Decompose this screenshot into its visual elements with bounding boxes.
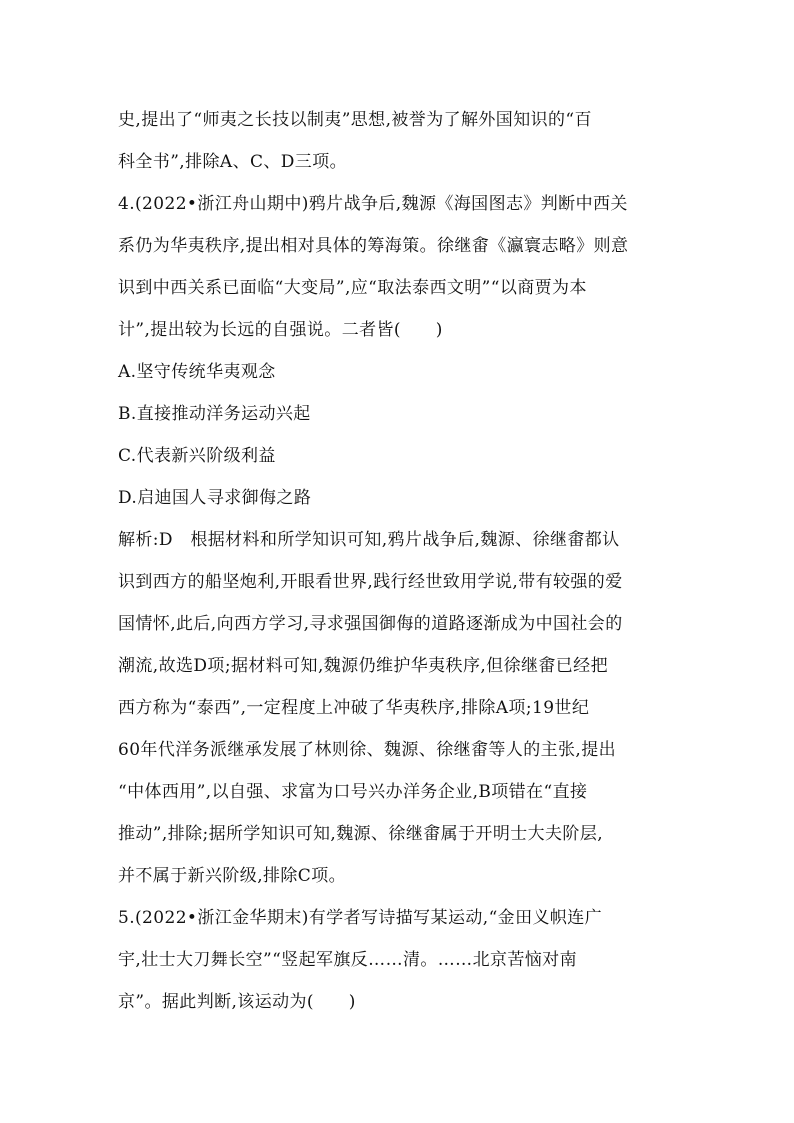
option-a: A.坚守传统华夷观念 (118, 362, 276, 382)
text-line: 京”。据此判断,该运动为( ) (118, 992, 356, 1012)
option-b: B.直接推动洋务运动兴起 (118, 404, 311, 424)
text-line: 潮流,故选D项;据材料可知,魏源仍维护华夷秩序,但徐继畬已经把 (118, 656, 608, 676)
text-line: “中体西用”,以自强、求富为口号兴办洋务企业,B项错在“直接 (118, 782, 588, 802)
text-line: 系仍为华夷秩序,提出相对具体的筹海策。徐继畬《瀛寰志略》则意 (118, 236, 629, 256)
text-line: 识到西方的船坚炮利,开眼看世界,践行经世致用学说,带有较强的爱 (118, 572, 623, 592)
text-line: 西方称为“泰西”,一定程度上冲破了华夷秩序,排除A项;19世纪 (118, 698, 590, 718)
question-4-stem: 4.(2022•浙江舟山期中)鸦片战争后,魏源《海国图志》判断中西关 (118, 194, 628, 214)
option-c: C.代表新兴阶级利益 (118, 446, 276, 466)
text-line: 识到中西关系已面临“大变局”,应“取法泰西文明”“以商贾为本 (118, 278, 587, 298)
text-line: 史,提出了“师夷之长技以制夷”思想,被誉为了解外国知识的“百 (118, 110, 592, 130)
text-line: 并不属于新兴阶级,排除C项。 (118, 866, 347, 886)
question-5-stem: 5.(2022•浙江金华期末)有学者写诗描写某运动,“金田义帜连广 (118, 908, 603, 928)
text-line: 科全书”,排除A、C、D三项。 (118, 152, 348, 172)
text-line: 推动”,排除;据所学知识可知,魏源、徐继畬属于开明士大夫阶层, (118, 824, 604, 844)
text-line: 国情怀,此后,向西方学习,寻求强国御侮的道路逐渐成为中国社会的 (118, 614, 623, 634)
analysis-start: 解析:D 根据材料和所学知识可知,鸦片战争后,魏源、徐继畬都认 (118, 530, 620, 550)
option-d: D.启迪国人寻求御侮之路 (118, 488, 312, 508)
text-line: 60年代洋务派继承发展了林则徐、魏源、徐继畬等人的主张,提出 (118, 740, 617, 760)
text-line: 宇,壮士大刀舞长空”“竖起军旗反……清。……北京苦恼对南 (118, 950, 577, 970)
text-line: 计”,提出较为长远的自强说。二者皆( ) (118, 320, 443, 340)
